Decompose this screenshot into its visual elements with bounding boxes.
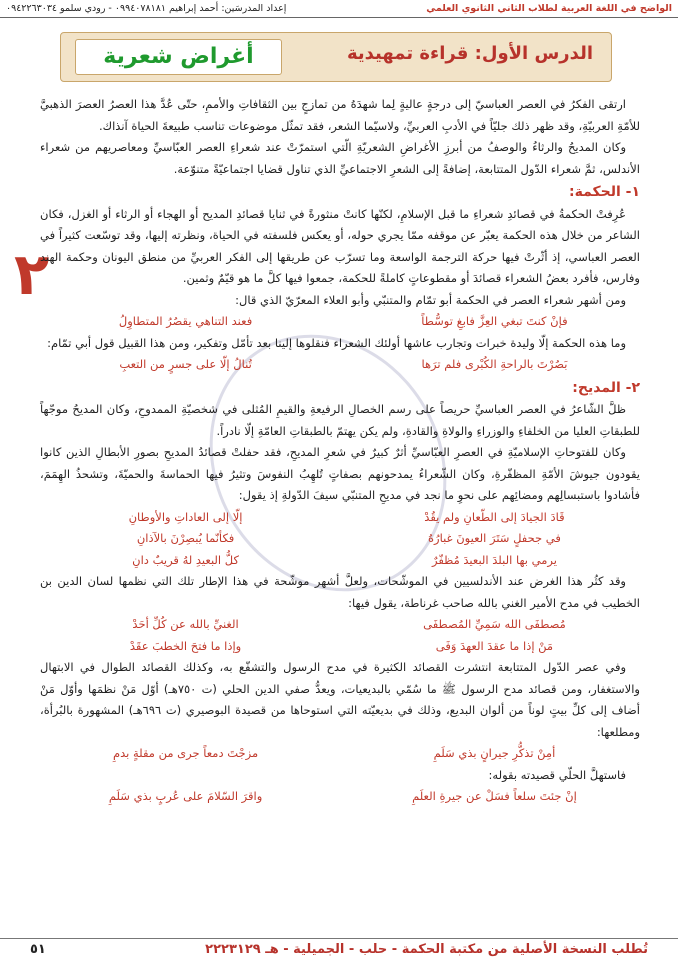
verse-second-hemistich: واقرَ السّلامَ على عُربٍ بذي سَلَمِ bbox=[108, 789, 263, 803]
verse bbox=[40, 311, 640, 333]
verse-second-hemistich: مزجْتَ دمعاً جرى من مقلةٍ بدمِ bbox=[112, 746, 259, 760]
verse-second-hemistich: وإذا ما فتحَ الخطبَ عقَدْ bbox=[129, 638, 242, 653]
subject-title: الواضح في اللغة العربية لطلاب الثاني الثانوي العلمي bbox=[426, 3, 672, 14]
verse bbox=[40, 507, 640, 529]
paragraph: وفي عصر الدّول المتتابعة انتشرت القصائد الكثيرة في مدح الرسول والتشفّع به، وكذلك القصائد الطوال في الابتهال والاستغفار، ومن قصائد مدح الرسول ﷺ ما سُمّي بالبديعيات، ويعدُّ صفي الدين الحلي (ت ٧٥٠هـ) أوّل مَنْ نظمَها وأوّل مَنْ أضاف إلى كلِّ بيتٍ لوناً من ألوان البديع، وذلك في بديعيّته التي استوحاها من قصيدة البوصيري (ت ٦٩٦هـ) المشهورة بالبُرأة، ومطلعها: bbox=[40, 660, 640, 739]
section-heading-praise: ٢- المديح: bbox=[572, 379, 640, 396]
verse bbox=[40, 528, 640, 550]
verse-first-hemistich: أمِنْ تذكُّرِ جيرانٍ بذي سَلَمِ bbox=[433, 746, 556, 760]
lesson-title: أغراض شعرية bbox=[75, 39, 282, 75]
verse-first-hemistich: فإنْ كنتَ تبغي العِزَّ فابغِ توسُّطاً bbox=[421, 314, 568, 328]
verse-second-hemistich: فعند التناهي يقصُرُ المتطاوِلُ bbox=[118, 314, 253, 328]
paragraph: فاستهلَّ الحلّي قصيدته بقوله: bbox=[488, 767, 626, 782]
verse-first-hemistich: بَصُرْتَ بالراحةِ الكُبْرى فلم ترَها bbox=[421, 357, 568, 371]
paragraph: عُرِفتْ الحكمةُ في قصائدِ شعراءِ ما قبل الإسلامِ، لكنّها كانتْ منثورةً في ثنايا قصائدِ المديح أو الهجاء أو الرثاء أو الغزل، فكان الشاعر من خلال هذه الحكمة يعبّر عن موقفه ممّا يجري حوله، أو يعكس فلسفته في الحياة، ونظرته إليها، وقد توسّعت كثيراً في العصر العباسي، إذ أثّرتْ فيها حركة الترجمة الواسعة وما تسرّب عن طريقها إلى الفكر العربيِّ من منطق اليونان وحكمة الهند وفارس، فأفرد بعضُ الشعراء قصائدَ أو مقطوعاتٍ كاملةً للحكمة، جمعوا فيها كلَّ ما هو قيّمٌ وثمين. bbox=[40, 206, 640, 285]
page-number: ٥١ bbox=[30, 942, 46, 957]
verse-second-hemistich: تُنالُ إلّا على جسرٍ من التعبِ bbox=[119, 357, 252, 371]
verse-second-hemistich: الغنيِّ بالله عن كُلِّ أحَدْ bbox=[132, 617, 239, 631]
verse-first-hemistich: في جحفلٍ سَتَرَ العيونَ غبارُهُ bbox=[428, 531, 561, 545]
lesson-label: الدرس الأول: قراءة تمهيدية bbox=[346, 43, 593, 64]
verse-second-hemistich: كلُّ البعيدِ لهُ قريبٌ دانِ bbox=[132, 552, 239, 567]
verse-first-hemistich: قَادَ الجيادَ إلى الطّعانِ ولم يقُدْ bbox=[424, 509, 565, 524]
paragraph: وكان للفتوحاتِ الإسلاميّةِ في العصرِ العبّاسيِّ أثرٌ كبيرٌ في شعرِ المديحِ، فقد حفلتْ قصائدُ المديحِ بصورِ الأبطالِ الذين كانوا يقودون جيوشَ الأمّةِ المظفّرةِ، وكان الشّعراءُ يمدحونهم بصفاتٍ تُلهِبُ النفوسَ وتثيرُ فيها الحماسةَ والحميّةَ، وتشحذُ الهِمَمَ، فأشادوا باستبسالِهم ومضائِهم على نحوِ ما نجد في مديحِ المتنبّي سيفَ الدّولةِ إذ يقول: bbox=[40, 445, 640, 502]
verse-first-hemistich: يرمي بها البلدَ البعيدَ مُظفّرٌ bbox=[431, 552, 557, 567]
verse-first-hemistich: مَنْ إذا ما عقدَ العهدَ وَفَى bbox=[435, 638, 554, 653]
footer bbox=[0, 938, 678, 960]
verse-first-hemistich: مُصطفَى الله سَمِيِّ المُصطفَى bbox=[423, 617, 566, 631]
paragraph: وقد كثُر هذا الغرض عند الأندلسيين في الموشّحات، ولعلَّ أشهر موشّحة في هذا الإطار تلك التي نظمها لسان الدين بن الخطيب في مدح الأمير الغني بالله صاحب غرناطة، يقول فيها: bbox=[40, 574, 640, 610]
verse-second-hemistich: فكأنّما يُبصِرْنَ بالآذانِ bbox=[136, 531, 235, 545]
content bbox=[40, 94, 640, 808]
paragraph: وما هذه الحكمة إلّا وليدة خبرات وتجارب عاشها أولئك الشعراء فنقلوها إلينا بعد تأمّل وتفكير، ومن هذا القبيل قول أبي تمّام: bbox=[47, 335, 626, 350]
footer-note: تُطلب النسخة الأصلية من مكتبة الحكمة - حلب - الجميلية - هـ ٢٢٢٣١٢٩ bbox=[205, 942, 648, 957]
top-header bbox=[0, 0, 678, 18]
verse bbox=[40, 636, 640, 658]
verse bbox=[40, 550, 640, 572]
intro-paragraph: ارتقى الفكرُ في العصر العباسيّ إلى درجةٍ عاليةٍ لِما شهدَهُ من تمازجٍ بين الثقافاتِ والأممِ، حتّى عُدَّ هذا العصرُ العصرَ الذهبيَّ للأمّةِ العربيّةِ، وقد ظهر ذلك جليّاً في الأدبِ العربيِّ، ولاسيّما الشعر، فقد تمثّل موضوعات تناسب طبيعةَ الحياة آنذاك. bbox=[40, 97, 640, 133]
section-heading-wisdom: ١- الحكمة: bbox=[569, 184, 640, 200]
verse bbox=[40, 614, 640, 636]
verse bbox=[40, 786, 640, 808]
intro-paragraph: وكان المديحُ والرثاءُ والوصفُ من أبرزِ الأغراضِ الشعريّةِ الّتي استمرّتْ عند شعراءِ العصر العبّاسيِّ ومعاصريهم من شعراء الأندلس، ثمَّ شعراء الدّول المتتابعة، إضافةً إلى الشعرِ الاجتماعيِّ الذي تناول قضايا اجتماعيّةً متنوّعة. bbox=[40, 140, 640, 176]
big-number: ٢ bbox=[14, 240, 50, 308]
lesson-banner bbox=[60, 32, 612, 82]
verse bbox=[40, 354, 640, 376]
verse bbox=[40, 743, 640, 765]
paragraph: ومن أشهر شعراء العصر في الحكمة أبو تمّام والمتنبّي وأبو العلاء المعرّيّ الذي قال: bbox=[235, 292, 626, 307]
verse-second-hemistich: إلّا إلى العاداتِ والأوطانِ bbox=[128, 509, 243, 524]
paragraph: ظلَّ الشّاعرُ في العصر العباسيِّ حريصاً على رسم الخصالِ الرفيعةِ والقيمِ المُثلى في شخصيّةِ الممدوحِ، وكان المديحُ موجّهاً للطبقاتِ العليا من الخلفاءِ والوزراءِ والولاةِ والقادةِ، ولم يكن يهتمّ بالطبقاتِ العامّةِ إلّا نادراً. bbox=[40, 402, 640, 438]
verse-first-hemistich: إنْ جئتَ سلعاً فسَلْ عن جيرةِ العلَمِ bbox=[412, 789, 577, 803]
authors-credit: إعداد المدرسَين: أحمد إبراهيم ٠٩٩٤٠٧٨١٨١ - رودي سلمو ٠٩٤٢٢٦٣٠٣٤ bbox=[6, 3, 287, 14]
